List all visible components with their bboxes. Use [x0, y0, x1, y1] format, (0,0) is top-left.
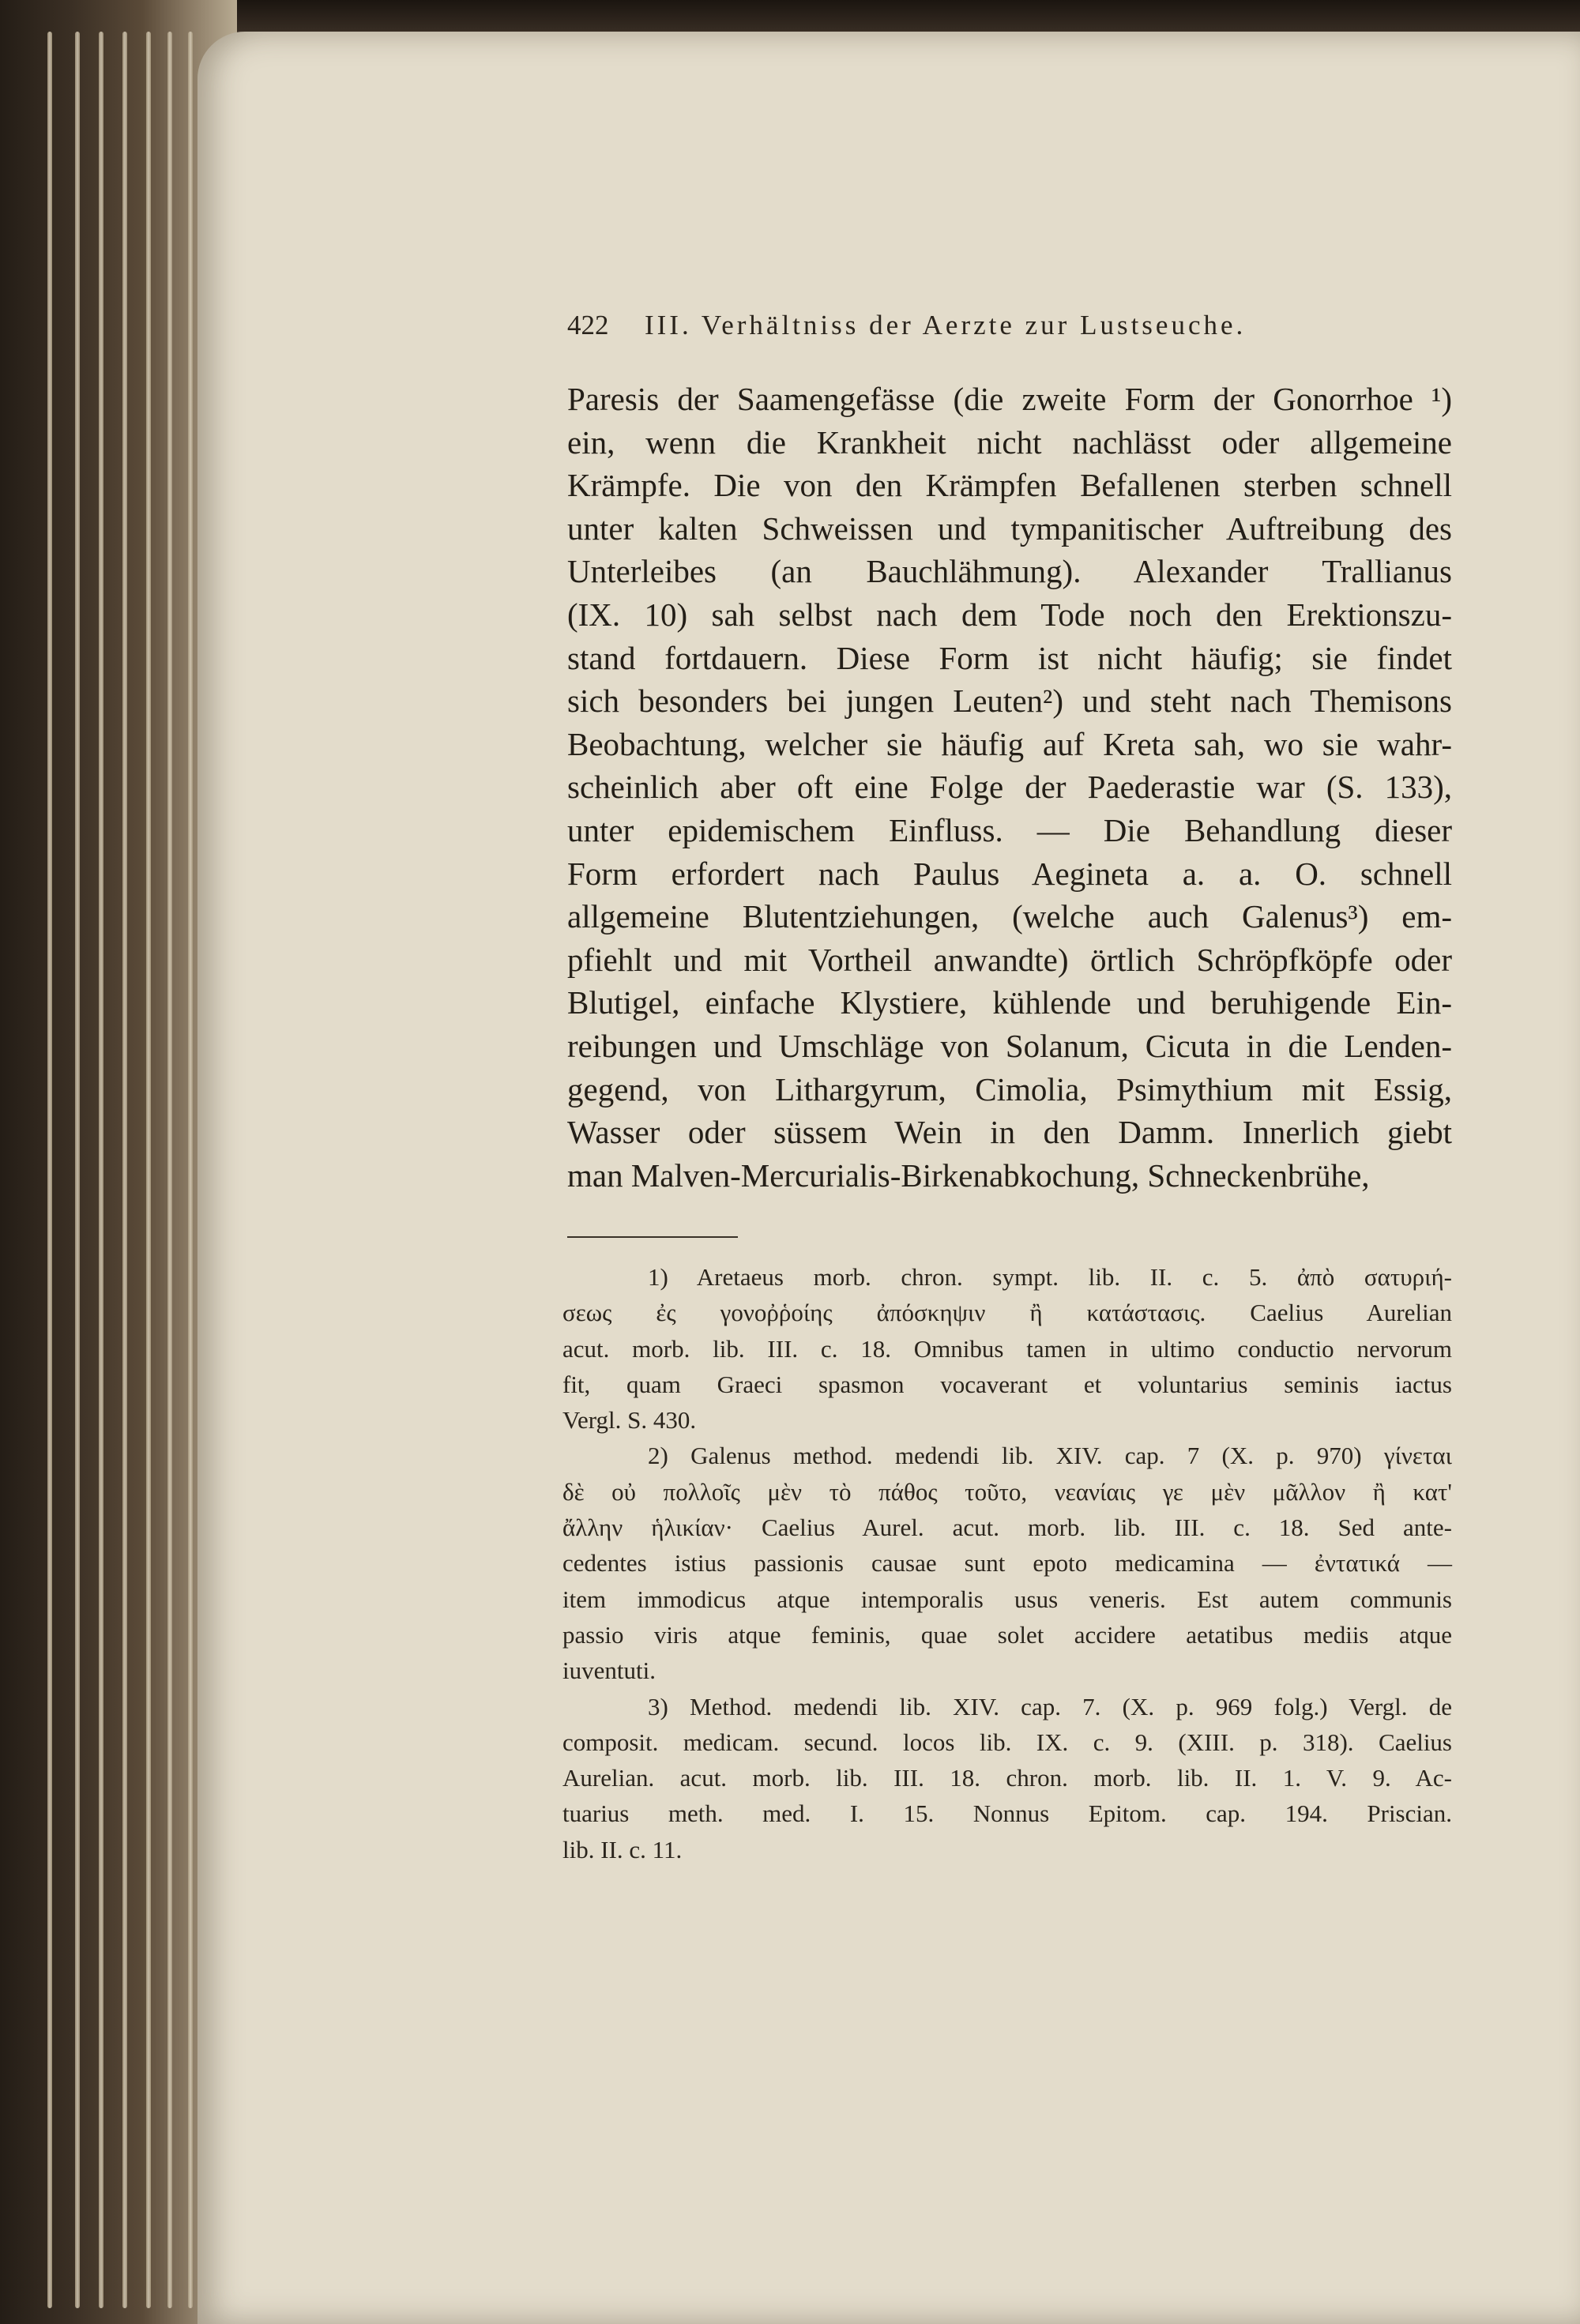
- footnote-line: ἄλλην ἡλικίαν· Caelius Aurel. acut. morb. lib. III. c. 18. Sed ante-: [562, 1514, 1452, 1542]
- text-line: Krämpfe. Die von den Krämpfen Befallenen sterben schnell: [567, 467, 1452, 504]
- text-line: allgemeine Blutentziehungen, (welche auch Galenus³) em-: [567, 898, 1452, 935]
- text-line: unter kalten Schweissen und tympanitischer Auftreibung des: [567, 510, 1452, 547]
- footnote-line: 1) Aretaeus morb. chron. sympt. lib. II. c. 5. ἀπὸ σατυριή-: [648, 1263, 1452, 1291]
- footnote-line: iuventuti.: [562, 1657, 656, 1685]
- text-line: Blutigel, einfache Klystiere, kühlende und beruhigende Ein-: [567, 984, 1452, 1021]
- text-line: gegend, von Lithargyrum, Cimolia, Psimythium mit Essig,: [567, 1070, 1452, 1107]
- footnote-line: tuarius meth. med. I. 15. Nonnus Epitom. cap. 194. Priscian.: [562, 1799, 1452, 1828]
- text-line: unter epidemischem Einfluss. — Die Behandlung dieser: [567, 811, 1452, 848]
- text-line: Unterleibes (an Bauchlähmung). Alexander Trallianus: [567, 553, 1452, 590]
- text-line: Paresis der Saamengefässe (die zweite Form der Gonorrhoe ¹): [567, 381, 1452, 417]
- footnote-line: Vergl. S. 430.: [562, 1406, 697, 1435]
- text-line: man Malven-Mercurialis-Birkenabkochung, Schneckenbrühe,: [567, 1156, 1370, 1194]
- footnote-line: item immodicus atque intemporalis usus veneris. Est autem communis: [562, 1585, 1452, 1613]
- footnote-line: composit. medicam. secund. locos lib. IX. c. 9. (XIII. p. 318). Caelius: [562, 1728, 1452, 1756]
- footnotes: [562, 1259, 1452, 1867]
- page-number: 422: [567, 310, 609, 340]
- footnote-line: acut. morb. lib. III. c. 18. Omnibus tamen in ultimo conductio nervorum: [562, 1334, 1452, 1363]
- text-line: ein, wenn die Krankheit nicht nachlässt oder allgemeine: [567, 423, 1452, 461]
- footnote-line: δὲ οὐ πολλοῖς μὲν τὸ πάθος τοῦτο, νεανίαις γε μὲν μᾶλλον ἢ κατ': [562, 1477, 1452, 1506]
- text-line: stand fortdauern. Diese Form ist nicht häufig; sie findet: [567, 639, 1452, 676]
- chapter-title: III. Verhältniss der Aerzte zur Lustseuche.: [645, 310, 1247, 340]
- main-text: [567, 378, 1452, 1197]
- text-line: pfiehlt und mit Vortheil anwandte) örtlich Schröpfköpfe oder: [567, 941, 1452, 978]
- text-line: reibungen und Umschläge von Solanum, Cicuta in die Lenden-: [567, 1027, 1452, 1064]
- running-header: [567, 310, 1452, 346]
- text-line: sich besonders bei jungen Leuten²) und steht nach Themisons: [567, 683, 1452, 720]
- footnote-line: Aurelian. acut. morb. lib. III. 18. chron. morb. lib. II. 1. V. 9. Ac-: [562, 1764, 1452, 1792]
- text-line: Wasser oder süssem Wein in den Damm. Innerlich giebt: [567, 1114, 1452, 1151]
- footnote-line: fit, quam Graeci spasmon vocaverant et voluntarius seminis iactus: [562, 1370, 1452, 1398]
- footnote-separator: [567, 1236, 738, 1238]
- footnote-line: σεως ἐς γονοῤῥοίης ἀπόσκηψιν ἢ κατάστασις. Caelius Aurelian: [562, 1299, 1452, 1327]
- footnote-line: 2) Galenus method. medendi lib. XIV. cap. 7 (X. p. 970) γίνεται: [648, 1442, 1452, 1470]
- text-line: Beobachtung, welcher sie häufig auf Kreta sah, wo sie wahr-: [567, 725, 1452, 762]
- footnote-line: cedentes istius passionis causae sunt epoto medicamina — ἐντατικά —: [562, 1549, 1452, 1578]
- text-line: Form erfordert nach Paulus Aegineta a. a. O. schnell: [567, 855, 1452, 892]
- footnote-line: 3) Method. medendi lib. XIV. cap. 7. (X. p. 969 folg.) Vergl. de: [648, 1692, 1452, 1720]
- footnote-line: passio viris atque feminis, quae solet accidere aetatibus mediis atque: [562, 1620, 1452, 1649]
- text-line: (IX. 10) sah selbst nach dem Tode noch den Erektionszu-: [567, 596, 1452, 633]
- text-line: scheinlich aber oft eine Folge der Paederastie war (S. 133),: [567, 769, 1452, 806]
- footnote-line: lib. II. c. 11.: [562, 1835, 683, 1863]
